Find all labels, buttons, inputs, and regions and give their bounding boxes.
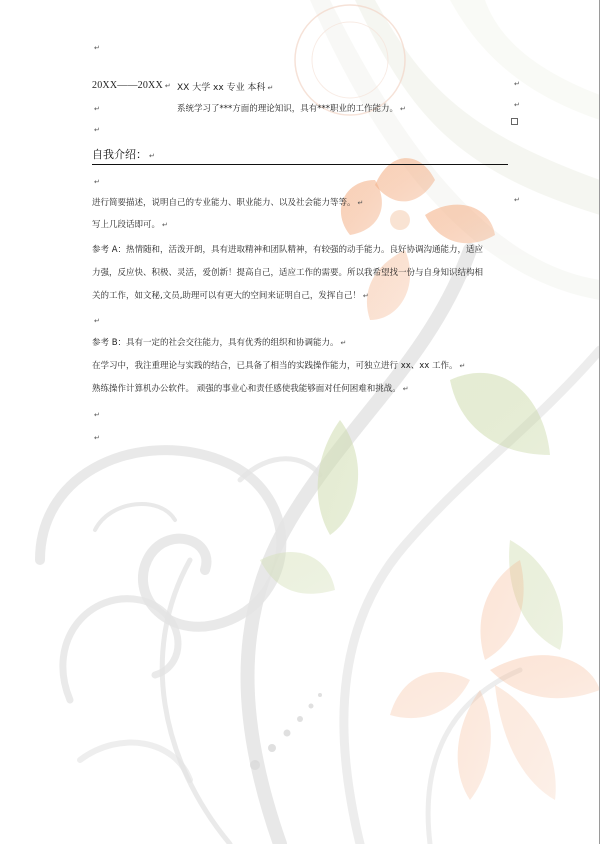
empty-paragraph	[92, 42, 100, 54]
self-intro-line-text: 参考 A：热情随和，活泼开朗，具有进取精神和团队精神，有较强的动手能力。良好协调沟通能力，适应	[92, 245, 484, 255]
paragraph-mark: ↵	[94, 44, 100, 52]
paragraph-mark: ↵	[514, 196, 520, 204]
paragraph-mark: ↵	[357, 199, 364, 207]
paragraph-mark: ↵	[402, 385, 409, 393]
self-intro-line	[92, 197, 363, 209]
self-intro-line	[92, 244, 483, 256]
empty-paragraph	[92, 176, 100, 188]
self-intro-line	[92, 337, 346, 349]
empty-paragraph	[92, 409, 100, 421]
paragraph-mark: ↵	[94, 178, 100, 186]
education-school	[177, 80, 273, 93]
education-description-line	[92, 103, 100, 115]
paragraph-mark: ↵	[340, 339, 347, 347]
self-intro-line-text: 力强，反应快、积极、灵活，爱创新！提高自己，适应工作的需要。所以我希望找一份与自身知识结构相	[92, 268, 484, 278]
paragraph-mark: ↵	[514, 101, 520, 109]
self-intro-line	[92, 219, 168, 231]
paragraph-mark: ↵	[94, 411, 100, 419]
self-intro-line-text: 参考 B：具有一定的社会交往能力，具有优秀的组织和协调能力。	[92, 338, 339, 348]
paragraph-mark: ↵	[94, 105, 100, 113]
paragraph-mark: ↵	[400, 105, 406, 113]
paragraph-mark: ↵	[164, 82, 171, 90]
education-description-text: 系统学习了***方面的理论知识，具有***职业的工作能力。	[177, 104, 399, 114]
self-intro-line-text: 关的工作，如文秘,文员,助理可以有更大的空间来证明自己，发挥自己！	[92, 291, 361, 301]
education-description	[177, 103, 406, 115]
self-intro-line	[92, 360, 465, 372]
empty-paragraph	[92, 432, 100, 444]
paragraph-mark: ↵	[94, 317, 100, 325]
paragraph-mark: ↵	[162, 221, 168, 229]
self-intro-line-text: 写上几段话即可。	[92, 220, 161, 230]
education-school-text: XX 大学 xx 专业 本科	[177, 83, 266, 93]
self-intro-heading-text: 自我介绍：	[92, 148, 147, 161]
paragraph-mark: ↵	[362, 292, 369, 300]
paragraph-mark: ↵	[94, 434, 100, 442]
self-intro-line-text: 在学习中，我注重理论与实践的结合，已具备了相当的实践操作能力，可独立进行 xx、xx 工作。	[92, 361, 458, 371]
empty-paragraph	[92, 315, 100, 327]
paragraph-mark: ↵	[459, 362, 466, 370]
self-intro-line	[92, 290, 369, 302]
empty-paragraph	[92, 124, 100, 136]
education-date-line	[92, 80, 171, 92]
self-intro-line-text: 进行简要描述，说明自己的专业能力、职业能力、以及社会能力等等。	[92, 198, 356, 208]
self-intro-line	[92, 383, 409, 395]
education-date-range: 20XX——20XX	[92, 80, 163, 91]
paragraph-mark: ↵	[94, 126, 100, 134]
table-end-marker	[511, 118, 518, 125]
self-intro-line-text: 熟练操作计算机办公软件。 顽强的事业心和责任感使我能够面对任何困难和挑战。	[92, 384, 401, 394]
self-intro-heading	[92, 146, 155, 162]
paragraph-mark: ↵	[267, 84, 274, 92]
heading-underline	[92, 164, 508, 165]
paragraph-mark: ↵	[149, 152, 155, 160]
paragraph-mark: ↵	[514, 80, 520, 88]
self-intro-line	[92, 267, 483, 279]
